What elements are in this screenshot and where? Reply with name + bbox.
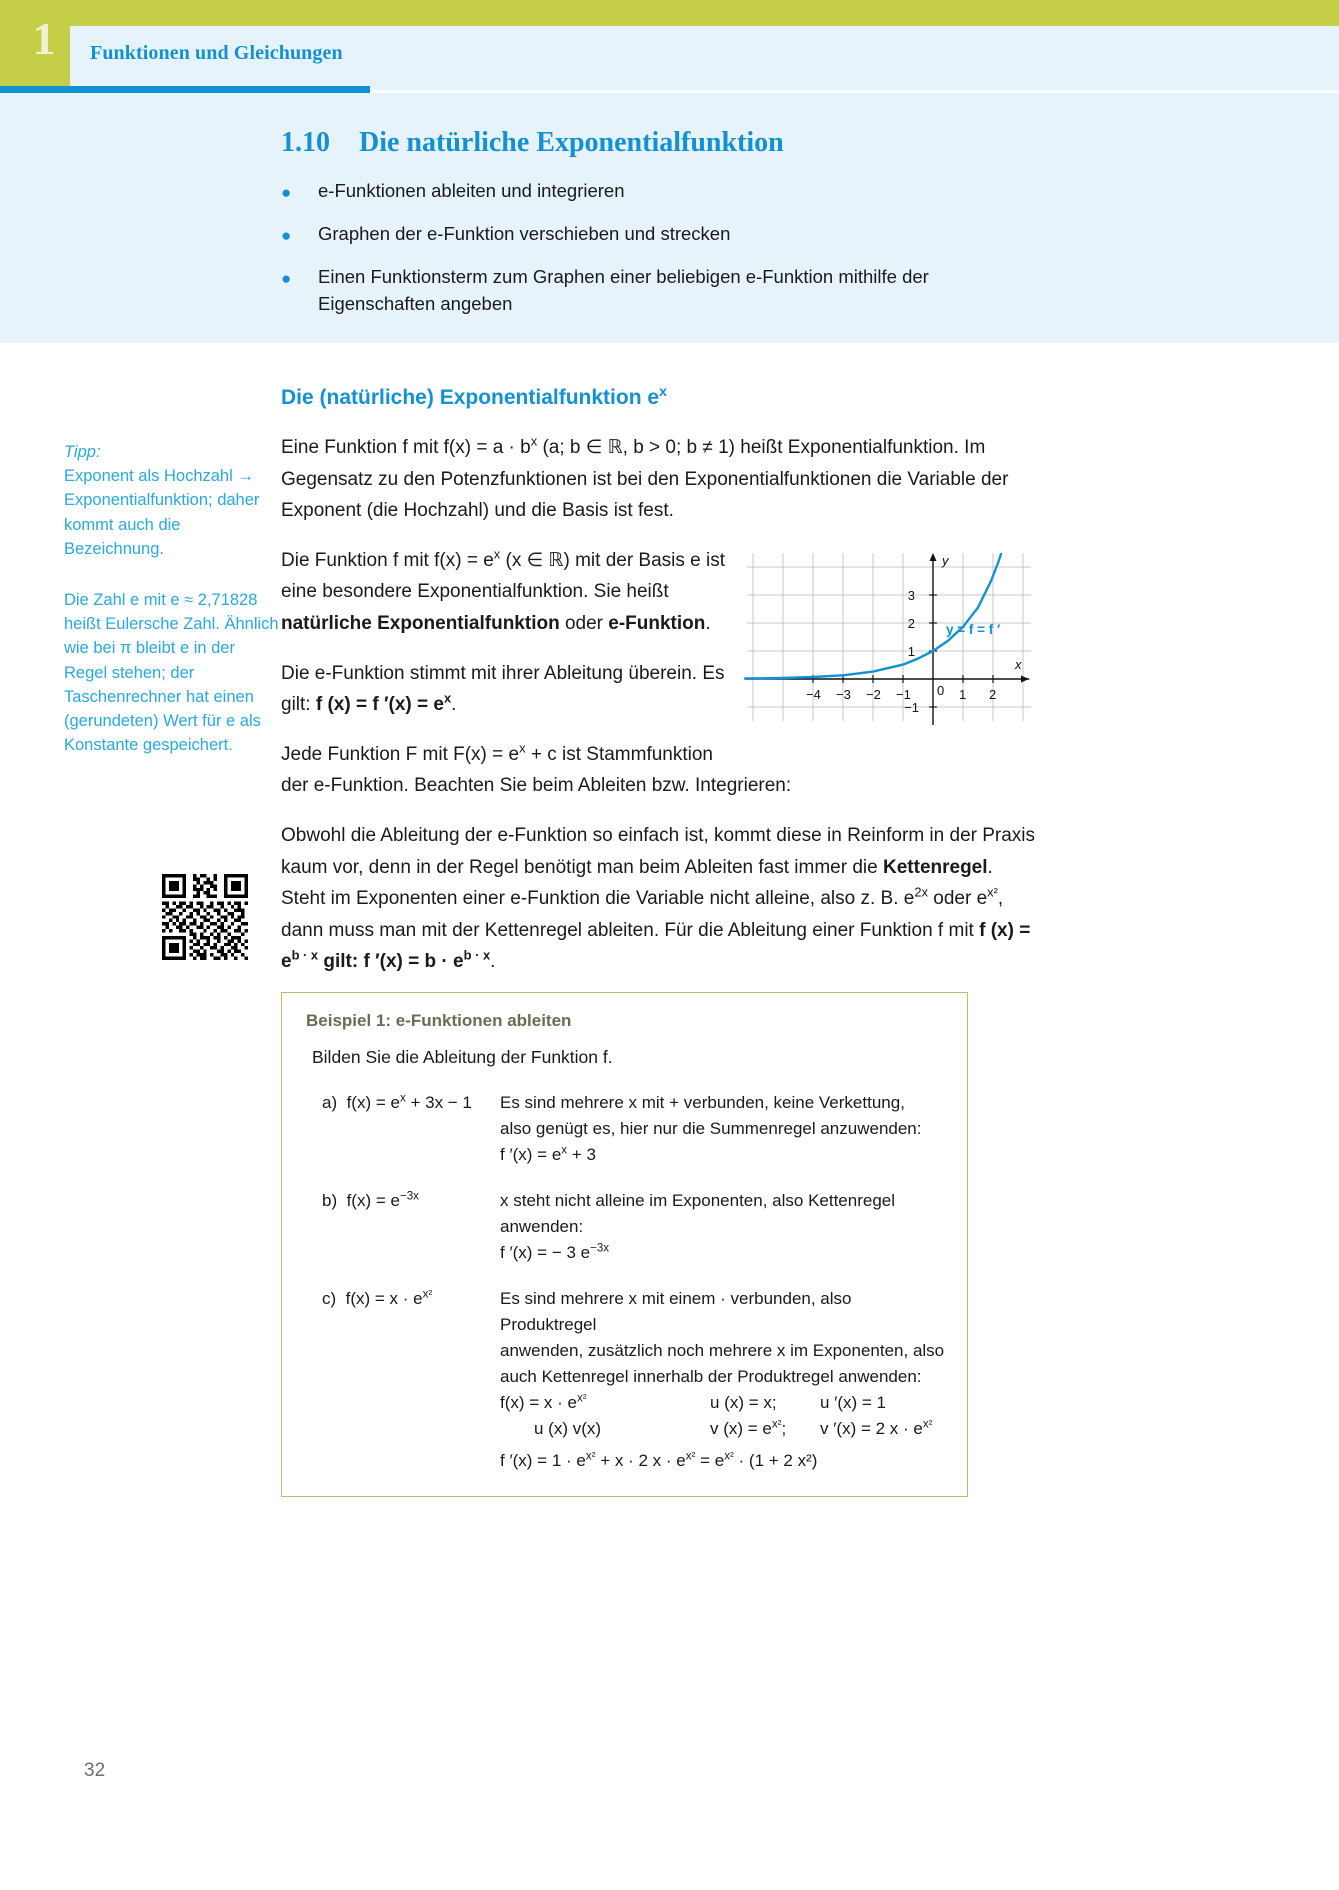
para5-part-e: .: [490, 951, 496, 973]
para2-bold-term2: e-Funktion: [608, 612, 706, 634]
example-b-result-a: f ′(x) = − 3 e: [500, 1243, 591, 1262]
example-a-fx-a: f(x) = e: [346, 1093, 400, 1112]
example-c-work-fx: [500, 1390, 710, 1416]
x-tick-label: 1: [959, 686, 967, 702]
para3-bold-text: f (x) = f ′(x) = e: [315, 694, 444, 716]
para1-exponent: x: [530, 433, 538, 449]
para2-part-a: Die Funktion f mit f(x) = e: [281, 549, 494, 571]
x-axis-label: x: [1015, 656, 1022, 672]
y-tick-label: 3: [907, 587, 915, 603]
example-c-v-def-b: ;: [781, 1419, 787, 1438]
example-a-line-1: Es sind mehrere x mit + verbunden, keine Verkettung,: [500, 1093, 905, 1112]
para5-bold2-exponent: b · x: [291, 947, 319, 963]
bullet-icon: ●: [281, 269, 292, 288]
objective-text: Einen Funktionsterm zum Graphen einer beliebigen e-Funktion mithilfe der Eigenschaften angeben: [318, 266, 929, 314]
para5-bold-kettenregel: Kettenregel: [883, 856, 988, 878]
para5-bold4-text: f ′(x) = b · e: [363, 951, 464, 973]
paragraph-definition: [281, 432, 1038, 527]
x-tick-label: −4: [806, 686, 821, 702]
para2-bold-term: natürliche Exponentialfunktion: [281, 612, 560, 634]
para5-part-c: oder e: [928, 888, 988, 910]
example-intro: Bilden Sie die Ableitung der Funktion f.: [312, 1047, 613, 1067]
bullet-icon: ●: [281, 226, 292, 245]
example-c-work-row-1: [500, 1390, 945, 1416]
example-a-result-b: + 3: [567, 1145, 596, 1164]
example-c-work-fx-sup: x²: [576, 1392, 587, 1405]
chapter-title: Funktionen und Gleichungen: [90, 42, 343, 64]
para3-bold-exponent: x: [443, 690, 452, 706]
objective-item: [281, 263, 981, 317]
example-c-work-row-2: [500, 1416, 945, 1442]
example-c-function: [304, 1286, 500, 1474]
bullet-icon: ●: [281, 183, 292, 202]
para5-bold2-text: f (x) = e: [281, 919, 1031, 973]
objective-item: [281, 220, 981, 247]
para1-part-b: (a; b ∈ ℝ, b > 0; b ≠ 1) heißt Exponentialfunktion. Im Gegensatz zu den Potenzfunktionen ist bei den Exponentialfunktionen die Variable der Exponent (die Hochzahl) und die Basis ist fest.: [281, 437, 1009, 522]
para2-part-b: (x ∈ ℝ) mit der Basis e ist eine besondere Exponentialfunktion. Sie heißt: [281, 549, 726, 603]
x-tick-label: −2: [866, 686, 881, 702]
example-c-v-prime: [820, 1416, 945, 1442]
example-c-v-def-sup: x²: [771, 1418, 782, 1431]
section-heading: [281, 127, 784, 159]
y-axis-arrow: [930, 553, 937, 561]
example-a-line-2: also genügt es, hier nur die Summenregel anzuwenden:: [500, 1119, 922, 1138]
para4-exponent: x: [519, 740, 526, 756]
example-c-v-prime-sup: x²: [922, 1418, 933, 1431]
para2-part-c: oder: [559, 612, 609, 634]
header-blue-rule: [0, 86, 370, 93]
para2-part-d: .: [705, 612, 711, 634]
example-c-line-1: Es sind mehrere x mit einem · verbunden, also Produktregel: [500, 1289, 852, 1334]
example-c-fx-sup: x²: [422, 1288, 433, 1301]
example-c-result-b: + x · 2 x · e: [595, 1451, 686, 1470]
exponential-function-graph: [743, 549, 1033, 734]
example-b-result-sup: −3x: [590, 1242, 610, 1255]
para5-part-b: . Steht im Exponenten einer e-Funktion die Variable nicht alleine, also z. B. e: [281, 856, 993, 910]
paragraph-chainrule: [281, 820, 1038, 978]
curve-label: y = f = f ′: [946, 621, 1001, 637]
para1-part-a: Eine Funktion f mit f(x) = a · b: [281, 437, 531, 458]
para2-exponent: x: [493, 546, 501, 562]
sidebar-note: [64, 588, 279, 757]
example-item-a: [304, 1090, 945, 1168]
example-c-result: [500, 1448, 945, 1474]
main-content-column: [281, 386, 1038, 996]
example-c-u-prime: u ′(x) = 1: [820, 1393, 887, 1412]
example-b-result: [500, 1240, 945, 1266]
example-title: Beispiel 1: e-Funktionen ableiten: [306, 1011, 572, 1030]
example-b-line-1: x steht nicht alleine im Exponenten, also Kettenregel: [500, 1191, 896, 1210]
example-b-fx-sup: −3x: [399, 1190, 419, 1203]
x-axis-arrow: [1021, 675, 1029, 682]
y-tick-label: 2: [907, 615, 915, 631]
objectives-panel: [0, 93, 1339, 343]
example-a-explanation: [500, 1090, 945, 1168]
x-tick-label: −3: [836, 686, 851, 702]
example-c-result-sup2: x²: [685, 1450, 696, 1463]
example-c-fx-a: f(x) = x · e: [345, 1289, 423, 1308]
subsection-heading-text: Die (natürliche) Exponentialfunktion e: [281, 386, 660, 409]
example-c-uv-label: u (x) v(x): [534, 1419, 602, 1438]
example-a-result: [500, 1142, 945, 1168]
example-c-v-prime-a: v ′(x) = 2 x · e: [820, 1419, 923, 1438]
objective-text: e-Funktionen ableiten und integrieren: [318, 180, 625, 201]
example-c-result-sup3: x²: [724, 1450, 734, 1463]
section-title: Die natürliche Exponentialfunktion: [359, 127, 784, 158]
sidebar-note-body: Die Zahl e mit e ≈ 2,71828 heißt Eulersche Zahl. Ähnlich wie bei π bleibt e in der Regel stehen; der Taschenrechner hat einen (gerundeten) Wert für e als Konstante gespeichert.: [64, 591, 279, 755]
example-b-line-2: anwenden:: [500, 1217, 584, 1236]
para3-part-a: Die e-Funktion stimmt mit ihrer Ableitung überein. Es gilt:: [281, 662, 725, 716]
paragraph-antiderivative: [281, 739, 1038, 802]
para5-bold4-exponent: b · x: [463, 947, 491, 963]
origin-label: 0: [937, 682, 945, 698]
example-b-label: b): [322, 1191, 338, 1210]
para5-bold-formula-2: [363, 947, 491, 973]
example-item-b: [304, 1188, 945, 1266]
para5-part-a: Obwohl die Ableitung der e-Funktion so einfach ist, kommt diese in Reinform in der Praxis kaum vor, denn in der Regel benötigt man beim Ableiten fast immer die: [281, 824, 1036, 878]
example-c-line-2: anwenden, zusätzlich noch mehrere x im Exponenten, also: [500, 1341, 945, 1360]
example-item-c: [304, 1286, 945, 1474]
para5-exponent-2: x²: [987, 884, 998, 900]
example-box: [281, 992, 968, 1497]
example-c-result-sup1: x²: [585, 1450, 596, 1463]
example-c-explanation: [500, 1286, 945, 1474]
objective-text: Graphen der e-Funktion verschieben und strecken: [318, 223, 731, 244]
para4-part-a: Jede Funktion F mit F(x) = e: [281, 743, 520, 765]
sidebar-tip-body: Exponent als Hochzahl → Exponentialfunktion; daher kommt auch die Bezeichnung.: [64, 467, 260, 558]
y-tick-label: −1: [904, 699, 919, 715]
example-c-u-def: u (x) = x;: [710, 1393, 777, 1412]
example-a-fx-sup: x: [399, 1092, 406, 1105]
y-axis-label: y: [942, 552, 949, 568]
para5-bold-gilt: gilt:: [318, 951, 364, 973]
example-b-function: [304, 1188, 500, 1266]
para5-part-d: , dann muss man mit der Kettenregel ableiten. Für die Ableitung einer Funktion f mit: [281, 888, 1004, 941]
subsection-heading: [281, 386, 1038, 410]
example-c-result-d: · (1 + 2 x²): [733, 1451, 818, 1470]
qr-code-icon: [162, 874, 248, 960]
figure-container: [743, 549, 1038, 734]
example-a-result-sup: x: [561, 1144, 568, 1157]
example-a-function: [304, 1090, 500, 1168]
example-a-fx-b: + 3x − 1: [405, 1093, 472, 1112]
objective-item: [281, 177, 981, 204]
example-c-result-a: f ′(x) = 1 · e: [500, 1451, 586, 1470]
example-b-explanation: [500, 1188, 945, 1266]
example-c-result-c: = e: [695, 1451, 725, 1470]
example-c-v-def: [710, 1416, 820, 1442]
sidebar-tip: [64, 440, 279, 561]
x-tick-label: 2: [989, 686, 997, 702]
para5-exponent-1: 2x: [914, 884, 928, 900]
example-c-label: c): [322, 1289, 337, 1308]
para3-part-b: .: [451, 694, 457, 716]
sidebar-tip-label: Tipp:: [64, 443, 101, 461]
para3-bold-formula: [315, 690, 452, 716]
example-c-work-fx-a: f(x) = x · e: [500, 1393, 577, 1412]
x-tick-label: −1: [896, 686, 911, 702]
example-c-line-3: auch Kettenregel innerhalb der Produktregel anwenden:: [500, 1367, 922, 1386]
example-b-fx-a: f(x) = e: [346, 1191, 400, 1210]
example-c-v-def-a: v (x) = e: [710, 1419, 772, 1438]
example-a-result-a: f ′(x) = e: [500, 1145, 562, 1164]
example-a-label: a): [322, 1093, 338, 1112]
para4-part-b: + c ist Stammfunktion der e-Funktion. Beachten Sie beim Ableiten bzw. Integrieren:: [281, 743, 792, 797]
y-tick-label: 1: [907, 643, 915, 659]
chapter-number-badge: 1: [18, 0, 70, 90]
section-number: 1.10: [281, 127, 330, 158]
page-number: 32: [84, 1760, 106, 1781]
subsection-heading-exponent: x: [659, 384, 667, 400]
